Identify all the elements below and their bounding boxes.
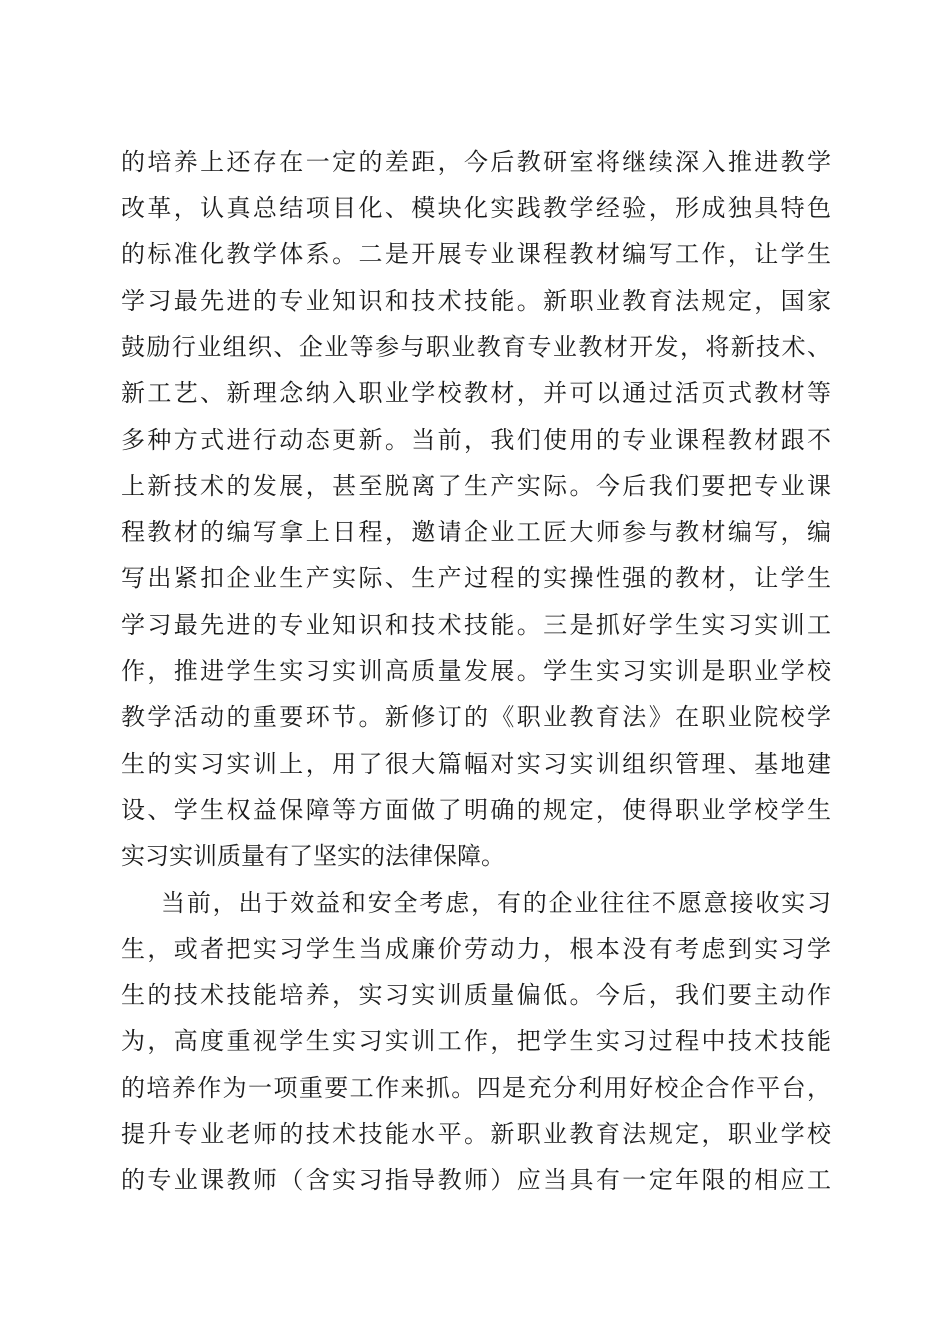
paragraph-start-line: 当前，出于效益和安全考虑，有的企业往往不愿意接收实习: [161, 889, 831, 917]
text-line: 鼓励行业组织、企业等参与职业教育专业教材开发，将新技术、: [121, 333, 831, 361]
text-line: 学习最先进的专业知识和技术技能。新职业教育法规定，国家: [121, 287, 831, 315]
text-line: 的培养上还存在一定的差距，今后教研室将继续深入推进教学: [121, 148, 831, 176]
text-line: 的专业课教师（含实习指导教师）应当具有一定年限的相应工: [121, 1166, 831, 1194]
text-line: 改革，认真总结项目化、模块化实践教学经验，形成独具特色: [121, 194, 831, 222]
text-line: 写出紧扣企业生产实际、生产过程的实操性强的教材，让学生: [121, 564, 831, 592]
text-line: 上新技术的发展，甚至脱离了生产实际。今后我们要把专业课: [121, 472, 831, 500]
text-line: 学习最先进的专业知识和技术技能。三是抓好学生实习实训工: [121, 611, 831, 639]
text-line: 多种方式进行动态更新。当前，我们使用的专业课程教材跟不: [121, 426, 831, 454]
text-line: 的标准化教学体系。二是开展专业课程教材编写工作，让学生: [121, 240, 831, 268]
text-line: 生，或者把实习学生当成廉价劳动力，根本没有考虑到实习学: [121, 935, 831, 963]
text-line: 教学活动的重要环节。新修订的《职业教育法》在职业院校学: [121, 703, 831, 731]
text-line: 新工艺、新理念纳入职业学校教材，并可以通过活页式教材等: [121, 379, 831, 407]
text-line: 生的实习实训上，用了很大篇幅对实习实训组织管理、基地建: [121, 750, 831, 778]
text-line: 为，高度重视学生实习实训工作，把学生实习过程中技术技能: [121, 1027, 831, 1055]
text-line: 提升专业老师的技术技能水平。新职业教育法规定，职业学校: [121, 1120, 831, 1148]
text-line: 设、学生权益保障等方面做了明确的规定，使得职业学校学生: [121, 796, 831, 824]
text-line: 的培养作为一项重要工作来抓。四是充分利用好校企合作平台，: [121, 1074, 831, 1102]
text-line: 生的技术技能培养，实习实训质量偏低。今后，我们要主动作: [121, 981, 831, 1009]
text-line: 程教材的编写拿上日程，邀请企业工匠大师参与教材编写，编: [121, 518, 831, 546]
text-line: 作，推进学生实习实训高质量发展。学生实习实训是职业学校: [121, 657, 831, 685]
paragraph-end-line: 实习实训质量有了坚实的法律保障。: [121, 842, 505, 870]
